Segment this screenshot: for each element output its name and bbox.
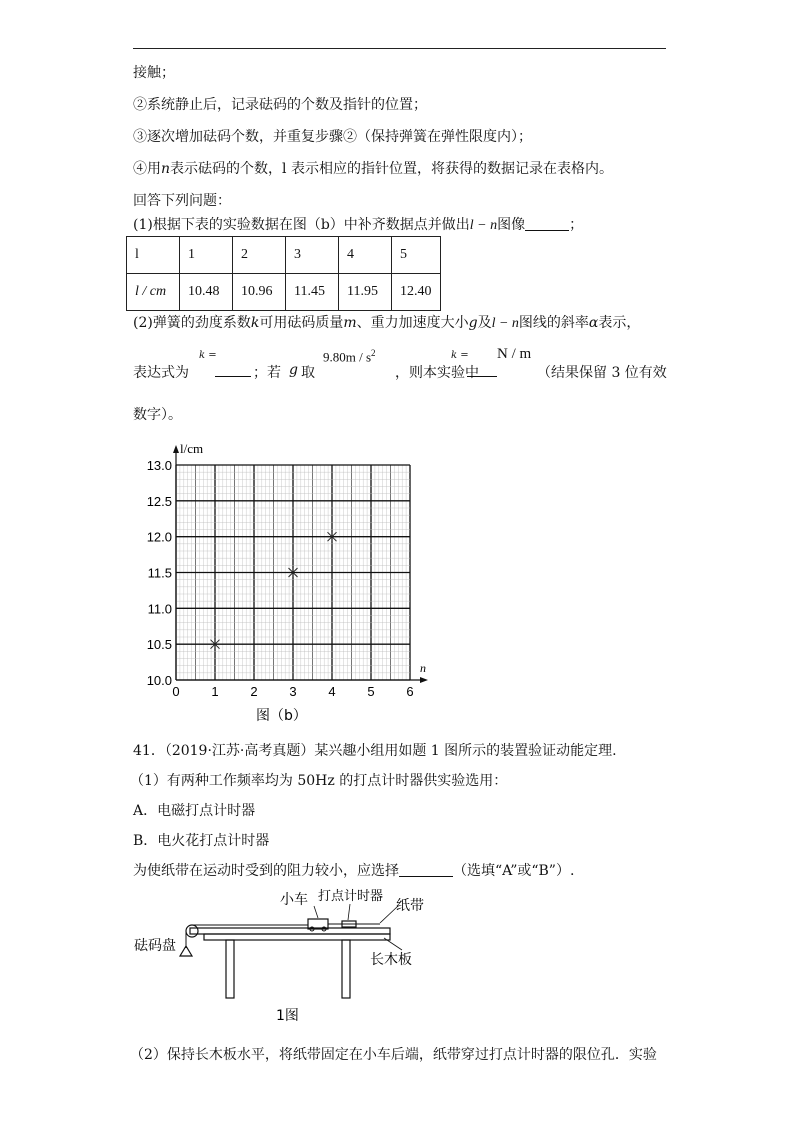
pointer-timer — [348, 904, 350, 920]
q1-c: ； — [569, 217, 584, 233]
expression-line-cont: 数字）。 — [133, 407, 182, 423]
table-top — [204, 934, 390, 940]
expr-d: ，则本实验中 — [395, 365, 479, 381]
x-tick-label: 0 — [172, 684, 180, 699]
header-rule — [133, 48, 666, 49]
q2-alpha: α — [588, 315, 599, 331]
step-2: ②系统静止后，记录砝码的个数及指针的位置； — [133, 97, 427, 113]
table-cell: 10.48 — [180, 274, 233, 311]
x-tick-label: 4 — [328, 684, 336, 699]
label-board: 长木板 — [370, 952, 412, 968]
expr-val-sup: 2 — [371, 348, 376, 358]
step-4-b: 表示砝码的个数，l 表示相应的指针位置，将获得的数据记录在表格内。 — [170, 161, 613, 177]
question-2 — [133, 312, 640, 332]
expr-g: g — [289, 362, 298, 378]
q1-b: 图像 — [497, 217, 526, 233]
expr-val: 9.80m / s — [323, 349, 372, 365]
answer-prompt: 回答下列问题： — [133, 193, 231, 209]
table-cell: 11.45 — [286, 274, 339, 311]
q2-g: g — [468, 315, 478, 331]
choose-b: （选填“A”或“B”）. — [453, 863, 575, 879]
graph-b — [130, 440, 440, 725]
x-axis-arrow — [420, 677, 428, 683]
choose-blank[interactable] — [399, 862, 453, 877]
q2-c: 、重力加速度大小 — [356, 315, 469, 331]
choose-a: 为使纸带在运动时受到的阻力较小，应选择 — [133, 863, 399, 879]
figure-b-caption: 图（b） — [256, 708, 307, 724]
q1-blank[interactable] — [525, 216, 569, 231]
q2-d: 及 — [477, 315, 492, 331]
option-a: A．电磁打点计时器 — [133, 803, 256, 819]
long-board — [190, 928, 390, 934]
q1-formula: l − n — [469, 218, 498, 233]
q1-a: (1)根据下表的实验数据在图（b）中补齐数据点并做出 — [133, 217, 470, 233]
table-cell: 3 — [286, 237, 339, 274]
x-tick-label: 1 — [211, 684, 219, 699]
question-1 — [133, 214, 583, 234]
expr-b: ；若 — [253, 365, 281, 381]
table-cell: 5 — [392, 237, 441, 274]
data-table — [126, 236, 441, 311]
step-4-n: n — [161, 161, 171, 177]
question-41: 41．（2019·江苏·高考真题）某兴趣小组用如题 1 图所示的装置验证动能定理. — [133, 743, 617, 759]
table-cell: l — [127, 237, 180, 274]
y-tick-label: 13.0 — [146, 458, 172, 473]
question-41-part2: （2）保持长木板水平，将纸带固定在小车后端，纸带穿过打点计时器的限位孔．实验 — [130, 1047, 657, 1063]
y-axis-arrow — [173, 445, 179, 453]
x-tick-label: 6 — [406, 684, 414, 699]
x-tick-label: 2 — [250, 684, 258, 699]
expr-c: 取 — [301, 365, 315, 381]
y-tick-label: 10.5 — [146, 637, 172, 653]
x-axis-label: n — [420, 661, 426, 675]
table-cell: 11.95 — [339, 274, 392, 311]
pointer-cart — [314, 906, 318, 918]
table-cell: 2 — [233, 237, 286, 274]
q2-e: 图线的斜率 — [518, 315, 589, 331]
y-tick-label: 12.0 — [146, 529, 172, 545]
q2-k: k — [250, 315, 260, 331]
x-tick-label: 5 — [367, 684, 375, 699]
label-cart: 小车 — [280, 892, 308, 908]
option-b: B．电火花打点计时器 — [133, 833, 270, 849]
expr-k2: k = — [451, 350, 469, 361]
q2-m: m — [343, 315, 357, 331]
expression-line — [133, 348, 673, 388]
step-3: ③逐次增加砝码个数，并重复步骤②（保持弹簧在弹性限度内）； — [133, 129, 532, 145]
expr-blank-1[interactable] — [215, 362, 251, 377]
label-timer: 打点计时器 — [318, 889, 384, 904]
q2-a: (2)弹簧的劲度系数 — [133, 315, 251, 331]
expr-e: （结果保留 3 位有效 — [537, 365, 667, 381]
table-cell: 10.96 — [233, 274, 286, 311]
y-axis-label: l/cm — [180, 441, 204, 456]
table-row — [127, 237, 441, 274]
table-cell: 12.40 — [392, 274, 441, 311]
expr-blank-2[interactable] — [467, 362, 497, 377]
pointer-board — [384, 938, 402, 950]
q2-f: 表示， — [598, 315, 641, 331]
label-tray: 砝码盘 — [134, 938, 176, 954]
step-4 — [133, 158, 613, 178]
table-row — [127, 274, 441, 311]
figure-1-caption: 1图 — [276, 1008, 299, 1024]
table-cell: l / cm — [127, 274, 180, 311]
expr-value — [323, 348, 376, 365]
y-tick-label: 12.5 — [146, 493, 172, 509]
table-leg-right — [342, 940, 350, 998]
x-tick-label: 3 — [289, 684, 297, 699]
step-4-a: ④用 — [133, 161, 161, 177]
table-cell: 4 — [339, 237, 392, 274]
text-line-1: 接触； — [133, 65, 175, 81]
pulley — [186, 925, 198, 937]
y-tick-label: 10.0 — [146, 673, 172, 688]
expr-unit: N / m — [497, 346, 532, 362]
q2-formula: l − n — [491, 316, 519, 331]
table-cell: 1 — [180, 237, 233, 274]
y-tick-label: 11.5 — [147, 565, 172, 581]
table-leg-left — [226, 940, 234, 998]
expr-a: 表达式为 — [133, 365, 189, 381]
y-tick-label: 11.0 — [147, 601, 172, 617]
q2-b: 可用砝码质量 — [259, 315, 344, 331]
figure-1-apparatus — [130, 880, 450, 1030]
choose-line — [133, 860, 574, 880]
label-tape: 纸带 — [396, 898, 424, 914]
question-41-part1: （1）有两种工作频率均为 50Hz 的打点计时器供实验选用： — [130, 773, 508, 789]
expr-k1: k = — [199, 350, 217, 361]
